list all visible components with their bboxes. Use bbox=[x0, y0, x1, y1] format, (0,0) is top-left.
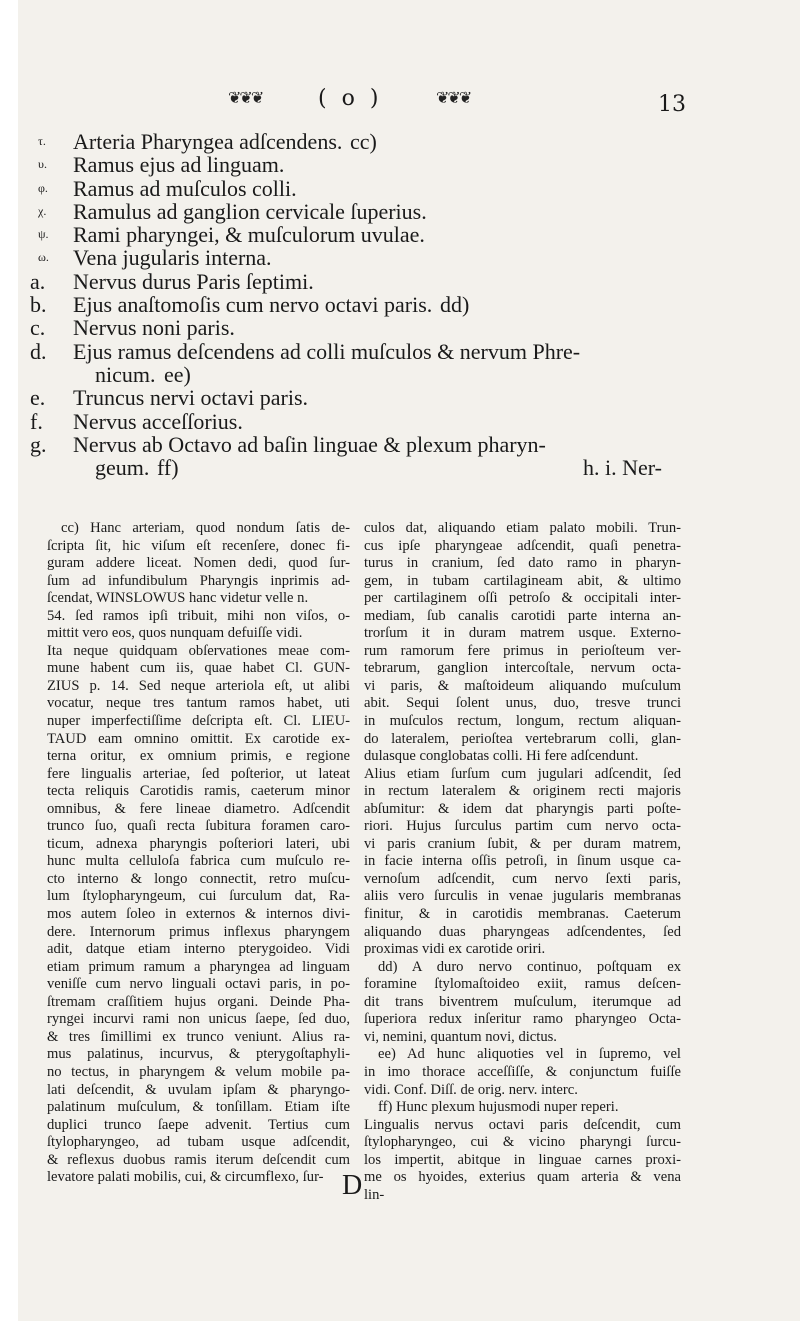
legend-row bbox=[18, 246, 698, 269]
footnote-column-right bbox=[364, 520, 681, 1204]
text-line: levatore palati mobilis, cui, & circumflexo, ſur- bbox=[47, 1169, 324, 1186]
text-line: ſum ad infundibulum Pharyngis inprimis ad- bbox=[47, 572, 350, 589]
legend-row bbox=[18, 270, 698, 293]
legend-key: c. bbox=[30, 315, 46, 341]
legend-text: Ramus ejus ad linguam. bbox=[73, 152, 285, 178]
text-line: ſcendat, WINSLOWUS hanc videtur velle n. bbox=[47, 590, 309, 607]
legend-text: Arteria Pharyngea adſcendens. bbox=[73, 129, 343, 154]
text-line: ee) Ad hunc aliquoties vel in ſupremo, vel bbox=[378, 1046, 681, 1063]
text-line: ſtylopharyngeo, cui & vicino pharyngi ſurcu- bbox=[364, 1134, 681, 1151]
text-line: abit. Sequi ſolent unus, duo, tresve trunci bbox=[364, 695, 681, 712]
text-line: cus ipſe pharyngeae adſcendit, quaſi penetra- bbox=[364, 537, 681, 554]
legend-text: nicum. bbox=[95, 361, 156, 387]
text-line: adit, datque etiam interno pterygoideo. Vidi bbox=[47, 941, 350, 958]
text-line: in rectum lateralem & originem recti majoris bbox=[364, 783, 681, 800]
legend-row bbox=[18, 456, 698, 479]
text-line: dd) A duro nervo continuo, poſtquam ex bbox=[378, 958, 681, 975]
text-line: vi, nemini, quantum novi, dictus. bbox=[364, 1028, 557, 1045]
legend-key: ψ. bbox=[38, 227, 49, 242]
text-line: turus in cranium, ſed dato ramo in pharyn- bbox=[364, 555, 681, 572]
legend-row bbox=[18, 433, 698, 456]
text-line: vidi. Conf. Diſſ. de orig. nerv. interc. bbox=[364, 1081, 578, 1098]
text-line: palatinum muſculum, & tonſillam. Etiam iſte bbox=[47, 1099, 350, 1116]
text-line: aliis vero ſurculis in venae jugularis membranas bbox=[364, 888, 681, 905]
text-line: TAUD eam omnino omittit. Ex carotide ex- bbox=[47, 730, 350, 747]
text-line: lin- bbox=[364, 1186, 385, 1203]
figure-legend bbox=[18, 130, 698, 479]
legend-text: Truncus nervi octavi paris. bbox=[73, 385, 309, 411]
text-line: per cartilaginem oſſi petroſo & occipitali inter- bbox=[364, 590, 681, 607]
legend-row bbox=[18, 153, 698, 176]
legend-note-ref: ee) bbox=[164, 361, 191, 387]
legend-key: φ. bbox=[38, 180, 48, 195]
text-line: abſumitur: & idem dat pharyngis parti poſte- bbox=[364, 800, 681, 817]
text-line: dit trans biventrem muſculum, iterumque ad bbox=[364, 993, 681, 1010]
text-line: lati deſcendit, & uvulam ipſam & pharyngo- bbox=[47, 1081, 350, 1098]
legend-text: Nervus noni paris. bbox=[73, 315, 235, 341]
legend-row bbox=[18, 386, 698, 409]
text-line: fere lingualis arteriae, ſed poſterior, ut lateat bbox=[47, 765, 350, 782]
text-line: dere. Internorum primus inflexus pharyngem bbox=[47, 923, 350, 940]
legend-row bbox=[18, 200, 698, 223]
text-line: mus palatinus, incurvus, & pterygoſtaphyli- bbox=[47, 1046, 350, 1063]
text-line: no tectus, in pharyngem & velum mobile pa- bbox=[47, 1063, 350, 1080]
legend-row bbox=[18, 340, 698, 363]
text-line: mune habent cum iis, quae habet Cl. GUN- bbox=[47, 660, 350, 677]
text-line: & tres ſimillimi ex trunco veniunt. Alius ra- bbox=[47, 1028, 350, 1045]
legend-row bbox=[18, 130, 698, 153]
text-line: mos autem ſoleo in externos & internos divi- bbox=[47, 906, 350, 923]
header-ornament-right: ❦❦❦ bbox=[436, 88, 471, 107]
legend-row bbox=[18, 223, 698, 246]
text-line: me os hyoides, exterius quam arteria & vena bbox=[364, 1169, 681, 1186]
text-line: duplici trunco ſaepe advenit. Tertius cum bbox=[47, 1116, 350, 1133]
text-line: omnibus, & fere lineae diametro. Adſcendit bbox=[47, 800, 350, 817]
legend-key: υ. bbox=[38, 157, 47, 172]
text-line: cc) Hanc arteriam, quod nondum ſatis de- bbox=[61, 520, 350, 536]
text-line: Alius etiam ſurſum cum jugulari adſcendit, ſed bbox=[364, 765, 681, 782]
text-line: ſcripta ſit, hic viſum eſt recenſere, donec fi- bbox=[47, 537, 350, 554]
text-line: mediam, ſub canalis carotidi parte interna an- bbox=[364, 607, 681, 624]
legend-note-ref: ff) bbox=[157, 455, 179, 481]
text-line: Ita neque quidquam obſervationes meae com- bbox=[47, 642, 350, 659]
legend-key: τ. bbox=[38, 134, 46, 148]
text-line: culos dat, aliquando etiam palato mobili. Trun- bbox=[364, 520, 681, 536]
text-line: in muſculos rectum, longum, rectum aliquan- bbox=[364, 713, 681, 730]
legend-row bbox=[18, 177, 698, 200]
text-line: & reflexus duobus ramis iterum deſcendit cum bbox=[47, 1151, 350, 1168]
text-line: ryngei incurvi rami non unicus ſaepe, ſed duo, bbox=[47, 1011, 350, 1028]
legend-text: Ejus ramus deſcendens ad colli muſculos & nervum Phre- bbox=[73, 338, 581, 364]
text-line: ff) Hunc plexum hujusmodi nuper reperi. bbox=[378, 1099, 619, 1116]
legend-tail: h. i. Ner- bbox=[583, 455, 662, 481]
legend-key: f. bbox=[30, 408, 43, 434]
text-line: etiam primum ramum a pharyngea ad linguam bbox=[47, 958, 350, 975]
legend-text: Nervus ab Octavo ad baſin linguae & plexum pharyn- bbox=[73, 431, 546, 457]
text-line: tebrarum, ganglion intercoſtale, nervum octa- bbox=[364, 660, 681, 677]
text-line: finitur, & in carotidis membranas. Caeterum bbox=[364, 906, 681, 923]
text-line: terna oritur, ex omnium primis, e regione bbox=[47, 748, 350, 765]
text-line: vernoſum adſcendit, cum nervo ſexti paris, bbox=[364, 870, 681, 887]
legend-row bbox=[18, 363, 698, 386]
text-line: ſtremam craſſitiem hujus organi. Deinde Pha- bbox=[47, 993, 350, 1010]
text-line: rum ramorum fere primus in perioſteum ver- bbox=[364, 642, 681, 659]
text-line: trorſum it in duram matrem usque. Externo- bbox=[364, 625, 681, 642]
legend-key: b. bbox=[30, 292, 47, 318]
text-line: proximas vidi ex carotide oriri. bbox=[364, 941, 546, 958]
text-line: tecta reliquis Carotidis ramis, caeterum minor bbox=[47, 783, 350, 800]
text-line: dulasque conglobatas colli. Hi fere adſcendunt. bbox=[364, 748, 639, 765]
page-number: 13 bbox=[658, 92, 686, 117]
text-line: vi paris cranium ſubit, & per duram matrem, bbox=[364, 835, 681, 852]
legend-text: Ramulus ad ganglion cervicale ſuperius. bbox=[73, 198, 427, 224]
text-line: foramine ſtylomaſtoideo exiit, ramus deſcen- bbox=[364, 976, 681, 993]
text-line: 54. ſed ramos ipſi tribuit, mihi non viſos, o- bbox=[47, 607, 350, 624]
text-line: in imo thorace acceſſiſſe, & conjunctum fuiſſe bbox=[364, 1063, 681, 1080]
legend-text: Ramus ad muſculos colli. bbox=[73, 175, 297, 201]
legend-row bbox=[18, 316, 698, 339]
legend-key: e. bbox=[30, 385, 46, 411]
text-line: hunc multa celluloſa fabrica cum muſculo re- bbox=[47, 853, 350, 870]
text-line: mittit vero eos, quos nunquam defuiſſe vidi. bbox=[47, 625, 303, 642]
text-line: veniſſe cum nervo linguali octavi paris, in po- bbox=[47, 976, 350, 993]
text-line: gem, in tubam cartilagineam abit, & ultimo bbox=[364, 572, 681, 589]
text-line: ſuperiora redux inſeritur ramo pharyngeo Octa- bbox=[364, 1011, 681, 1028]
text-line: riori. Hujus ſurculus partim cum nervo octa- bbox=[364, 818, 681, 835]
text-line: lum ſtylopharyngeum, cui ſurculum dat, Ra- bbox=[47, 888, 350, 905]
header-mark: ( o ) bbox=[318, 86, 383, 111]
legend-text: Nervus durus Paris ſeptimi. bbox=[73, 268, 314, 294]
text-line: aliquando duas pharyngeas adſcendentes, ſed bbox=[364, 923, 681, 940]
legend-key: χ. bbox=[38, 203, 47, 218]
text-line: ZIUS p. 14. Sed neque arteriola eſt, ut alibi bbox=[47, 677, 350, 694]
header-ornament-left: ❦❦❦ bbox=[228, 88, 263, 107]
text-line: in facie interna oſſis petroſi, in ſinum usque ca- bbox=[364, 853, 681, 870]
legend-note-ref: cc) bbox=[350, 129, 377, 154]
legend-note-ref: dd) bbox=[440, 292, 470, 318]
legend-row bbox=[18, 410, 698, 433]
text-line: trunco ſuo, quaſi recta ſubitura foramen caro- bbox=[47, 818, 350, 835]
legend-key: ω. bbox=[38, 250, 49, 265]
footnote-column-left bbox=[47, 520, 350, 1187]
text-line: do lateralem, perioſtea vertebrarum colli, glan- bbox=[364, 730, 681, 747]
legend-row bbox=[18, 293, 698, 316]
signature-mark: D bbox=[342, 1170, 363, 1201]
text-line: ſtylopharyngeo, ad tubam usque adſcendit, bbox=[47, 1134, 350, 1151]
legend-text: Ejus anaſtomoſis cum nervo octavi paris. bbox=[73, 292, 433, 318]
text-line: Lingualis nervus octavi paris deſcendit, cum bbox=[364, 1116, 681, 1133]
text-line: nuper imperfectiſſime deſcripta eſt. Cl. LIEU- bbox=[47, 713, 350, 730]
legend-text: Rami pharyngei, & muſculorum uvulae. bbox=[73, 222, 425, 248]
legend-key: g. bbox=[30, 431, 47, 457]
legend-text: geum. bbox=[95, 455, 150, 481]
legend-text: Nervus acceſſorius. bbox=[73, 408, 243, 434]
text-line: ticum, adnexa pharyngis poſteriori lateri, ubi bbox=[47, 835, 350, 852]
text-line: guram addere liceat. Nomen dedi, quod ſur- bbox=[47, 555, 350, 572]
text-line: los impertit, abitque in linguae carnes proxi- bbox=[364, 1151, 681, 1168]
legend-text: Vena jugularis interna. bbox=[73, 245, 272, 271]
text-line: cto interno & longo connectit, retro muſcu- bbox=[47, 870, 350, 887]
text-line: vocatur, neque tres tantum ramos habet, uti bbox=[47, 695, 350, 712]
legend-key: a. bbox=[30, 268, 46, 294]
text-line: vi paris, & maſtoideum aliquando muſculum bbox=[364, 677, 681, 694]
legend-key: d. bbox=[30, 338, 47, 364]
